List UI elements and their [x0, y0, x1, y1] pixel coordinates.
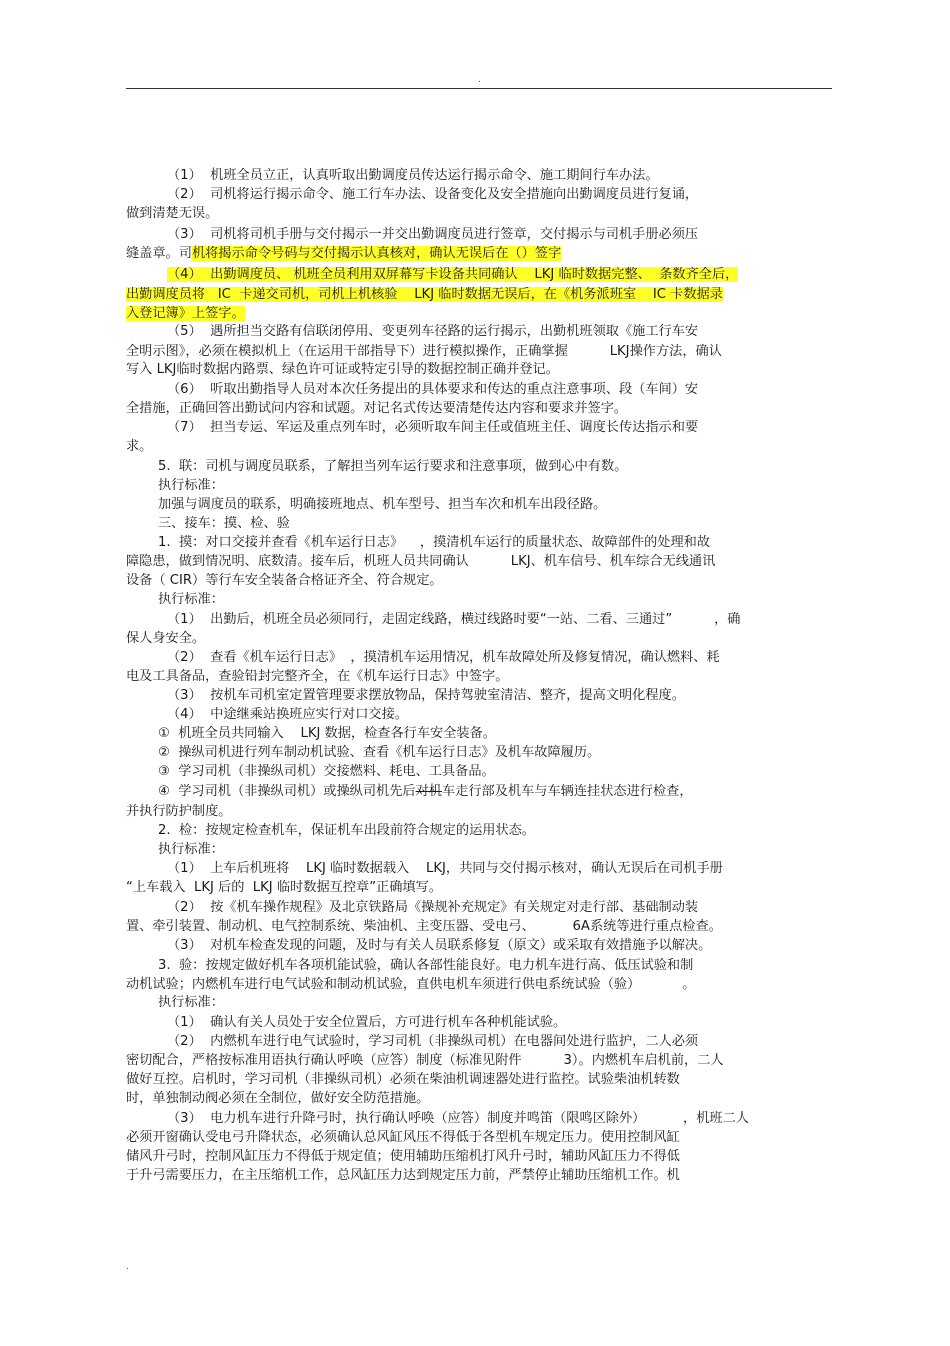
text-run: 执行标准： — [158, 592, 224, 607]
text-line — [126, 1167, 680, 1185]
text-run: （1） 确认有关人员处于安全位置后，方可进行机车各种机能试验。 — [167, 1015, 567, 1030]
text-line — [167, 266, 738, 284]
text-line — [167, 419, 698, 437]
text-line — [126, 668, 508, 686]
text-run: （7） 担当专运、军运及重点列车时，必须听取车间主任或值班主任、调度长传达指示和要 — [167, 420, 699, 435]
text-line — [167, 937, 711, 955]
text-line — [158, 783, 693, 801]
text-run: 执行标准： — [158, 842, 224, 857]
text-line — [158, 477, 224, 495]
text-line — [167, 1110, 749, 1128]
header-rule — [126, 88, 832, 89]
text-run: 写入 LKJ临时数据内路票、绿色许可证或特定引导的数据控制正确并登记。 — [126, 362, 559, 377]
text-line — [167, 1014, 566, 1032]
text-run: ③ 学习司机（非操纵司机）交接燃料、耗电、工具备品。 — [158, 764, 495, 779]
text-run: 做好互控。启机时，学习司机（非操纵司机）必须在柴油机调速器处进行监控。试验柴油机转数 — [126, 1072, 680, 1087]
text-run: 必须开窗确认受电弓升降状态，必须确认总风缸风压不得低于各型机车规定压力。使用控制风缸 — [126, 1130, 680, 1145]
highlighted-text: 出勤调度员、 机班全员利用双屏幕写卡设备共同确认 LKJ 临时数据完整、 条数齐全后， — [210, 267, 739, 282]
text-line — [158, 458, 627, 476]
text-run: 电及工具备品，查验铅封完整齐全，在《机车运行日志》中签字。 — [126, 669, 509, 684]
text-run: 三、接车：摸、检、验 — [158, 516, 290, 531]
text-run: 全明示图》，必须在模拟机上（在运用干部指导下）进行模拟操作，正确掌握 LKJ操作方法，确认 — [126, 344, 722, 359]
text-line — [158, 515, 290, 533]
text-line — [167, 611, 740, 629]
text-run: （2） 按《机车操作规程》及北京铁路局《操规补充规定》有关规定对走行部、基础制动装 — [167, 900, 699, 915]
text-run: （3） 对机车检查发现的问题，及时与有关人员联系修复（原文）或采取有效措施予以解决。 — [167, 938, 712, 953]
text-run: 保人身安全。 — [126, 631, 206, 646]
text-line — [167, 649, 720, 667]
text-line — [126, 572, 443, 590]
text-run: 储风升弓时，控制风缸压力不得低于规定值；使用辅助压缩机打风升弓时，辅助风缸压力不得低 — [126, 1149, 680, 1164]
text-run: 时，单独制动阀必须在全制位，做好安全防范措施。 — [126, 1091, 430, 1106]
text-line — [126, 918, 722, 936]
text-run: “上车载入 LKJ 后的 LKJ 临时数据互控章”正确填写。 — [126, 880, 442, 895]
text-run: ① 机班全员共同输入 LKJ 数据，检查各行车安全装备。 — [158, 726, 496, 741]
text-run: 1. 摸：对口交接并查看《机车运行日志》 ，摸清机车运行的质量状态、故障部件的处理和故 — [158, 535, 711, 550]
text-run: （1） 机班全员立正，认真听取出勤调度员传达运行揭示命令、施工期间行车办法。 — [167, 168, 659, 183]
text-line — [167, 899, 698, 917]
text-run: 全措施，正确回答出勤试问内容和试题。对记名式传达要清楚传达内容和要求并签字。 — [126, 401, 628, 416]
highlighted-text: 机将揭示命令号码与交付揭示认真核对，确认无误后在（）签字 — [191, 246, 562, 261]
text-run: 求。 — [126, 439, 153, 454]
text-line — [158, 496, 606, 514]
text-line — [158, 591, 224, 609]
text-line — [126, 1052, 724, 1070]
text-line — [167, 687, 685, 705]
text-run: 障隐患，做到情况明、底数清。接车后，机班人员共同确认 LKJ、机车信号、机车综合无线通讯 — [126, 554, 716, 569]
text-run: （2） 司机将运行揭示命令、施工行车办法、设备变化及安全措施向出勤调度员进行复诵， — [167, 187, 699, 202]
text-line — [158, 763, 495, 781]
text-run: 执行标准： — [158, 995, 224, 1010]
text-line — [126, 630, 205, 648]
text-run: 3. 验：按规定做好机车各项机能试验，确认各部性能良好。电力机车进行高、低压试验和制 — [158, 958, 694, 973]
text-run: （1） 出勤后，机班全员必须同行，走固定线路，横过线路时要“一站、二看、三通过” ，确 — [167, 612, 741, 627]
text-run: （2） 查看《机车运行日志》 ，摸清机车运用情况，机车故障处所及修复情况，确认燃料、耗 — [167, 650, 720, 665]
text-line — [158, 744, 600, 762]
text-run: （2） 内燃机车进行电气试验时，学习司机（非操纵司机）在电器间处进行监护，二人必须 — [167, 1034, 699, 1049]
text-line — [126, 400, 627, 418]
text-run: 动机试验；内燃机车进行电气试验和制动机试验，直供电机车须进行供电系统试验（验） 。 — [126, 977, 696, 992]
text-line — [126, 1071, 680, 1089]
text-line — [158, 822, 535, 840]
highlighted-text: （4） — [167, 267, 211, 282]
text-run: （3） 按机车司机室定置管理要求摆放物品，保持驾驶室清洁、整齐，提高文明化程度。 — [167, 688, 685, 703]
text-line — [158, 994, 224, 1012]
text-line — [126, 1148, 680, 1166]
text-run: 于升弓需要压力，在主压缩机工作，总风缸压力达到规定压力前，严禁停止辅助压缩机工作。机 — [126, 1168, 680, 1183]
text-run: 执行标准： — [158, 478, 224, 493]
text-line — [126, 343, 722, 361]
text-run: 缝盖章。司 — [126, 246, 192, 261]
text-line — [126, 553, 715, 571]
text-line — [158, 841, 224, 859]
highlighted-text: 入登记簿》上签字。 — [126, 306, 245, 321]
text-line — [167, 860, 723, 878]
text-run: （6） 听取出勤指导人员对本次任务提出的具体要求和传达的重点注意事项、段（车间）安 — [167, 382, 699, 397]
text-line — [167, 1033, 698, 1051]
highlighted-text: 出勤调度员将 IC 卡递交司机，司机上机核验 LKJ 临时数据无误后，在《机务派班室 IC 卡数据录 — [126, 287, 723, 302]
text-line — [126, 1129, 680, 1147]
text-run: 车走行部及机车与车辆连挂状态进行检查， — [441, 784, 693, 799]
text-line — [126, 286, 723, 304]
text-run: 2. 检：按规定检查机车，保证机车出段前符合规定的运用状态。 — [158, 823, 536, 838]
text-run: 设备（ CIR）等行车安全装备合格证齐全、符合规定。 — [126, 573, 443, 588]
text-line — [126, 803, 232, 821]
text-line — [167, 167, 659, 185]
text-run: 并执行防护制度。 — [126, 804, 232, 819]
text-line — [126, 976, 695, 994]
text-line — [126, 879, 442, 897]
text-line — [126, 1090, 429, 1108]
text-line — [167, 186, 698, 204]
header-mark: . — [478, 75, 481, 85]
text-run: 加强与调度员的联系，明确接班地点、机车型号、担当车次和机车出段径路。 — [158, 497, 607, 512]
text-line — [126, 305, 245, 323]
text-run: 5. 联：司机与调度员联系，了解担当列车运行要求和注意事项，做到心中有数。 — [158, 459, 628, 474]
text-line — [126, 438, 152, 456]
text-run: 密切配合，严格按标准用语执行确认呼唤（应答）制度（标准见附件 3）。内燃机车启机前，二人 — [126, 1053, 724, 1068]
text-run: 做到清楚无误。 — [126, 206, 219, 221]
text-line — [167, 323, 698, 341]
text-run: （5） 遇所担当交路有信联闭停用、变更列车径路的运行揭示，出勤机班领取《施工行车安 — [167, 324, 699, 339]
text-run: ② 操纵司机进行列车制动机试验、查看《机车运行日志》及机车故障履历。 — [158, 745, 601, 760]
struck-text: 对机 — [415, 784, 442, 799]
text-run: （3） 电力机车进行升降弓时，执行确认呼唤（应答）制度并鸣笛（限鸣区除外） ，机班二人 — [167, 1111, 749, 1126]
footer-mark: . — [126, 1262, 129, 1272]
text-line — [167, 706, 408, 724]
text-run: 置、牵引装置、制动机、电气控制系统、柴油机、主变压器、受电弓、 6A系统等进行重点检查。 — [126, 919, 722, 934]
text-line — [126, 361, 559, 379]
text-line — [167, 226, 698, 244]
text-line — [126, 205, 218, 223]
text-line — [167, 381, 698, 399]
text-run: （3） 司机将司机手册与交付揭示一并交出勤调度员进行签章，交付揭示与司机手册必须压 — [167, 227, 699, 242]
text-line — [126, 245, 561, 263]
text-run: （1） 上车后机班将 LKJ 临时数据载入 LKJ，共同与交付揭示核对，确认无误后在司机手册 — [167, 861, 723, 876]
text-run: ④ 学习司机（非操纵司机）或操纵司机先后 — [158, 784, 416, 799]
text-line — [158, 534, 710, 552]
text-line — [158, 725, 496, 743]
text-run: （4） 中途继乘站换班应实行对口交接。 — [167, 707, 408, 722]
text-line — [158, 957, 693, 975]
